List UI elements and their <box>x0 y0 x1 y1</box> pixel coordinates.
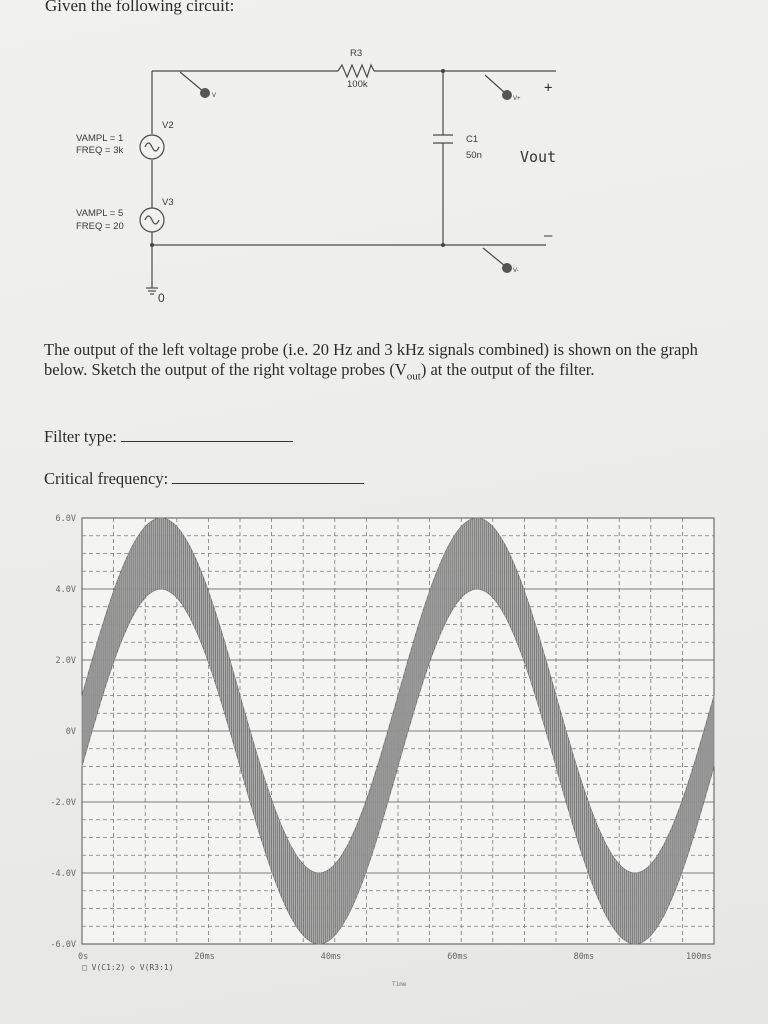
vout-label: Vout <box>520 148 557 166</box>
y-tick-label: -2.0V <box>50 798 76 808</box>
ground-label: 0 <box>158 291 165 305</box>
y-tick-label: 0V <box>65 727 76 737</box>
v3-ampl: VAMPL = 5 <box>76 208 124 219</box>
bottom-probe-label: V- <box>513 268 519 274</box>
minus-sign: – <box>544 228 553 244</box>
left-probe-label: V <box>212 93 217 99</box>
critical-frequency-label: Critical frequency: <box>44 469 169 488</box>
x-tick-label: 20ms <box>194 952 215 962</box>
x-tick-label: 80ms <box>573 952 595 962</box>
y-tick-label: 6.0V <box>55 514 76 524</box>
r3-value: 100k <box>347 79 368 90</box>
x-tick-label: 60ms <box>447 952 468 962</box>
question-heading: Given the following circuit: <box>45 0 235 15</box>
v2-freq: FREQ = 3k <box>76 145 124 156</box>
x-tick-label: 100ms <box>686 952 712 962</box>
x-tick-label: 40ms <box>320 952 342 962</box>
c1-name: C1 <box>466 134 479 145</box>
top-probe-label: V+ <box>513 96 521 102</box>
v3-name: V3 <box>162 197 174 208</box>
y-tick-label: -6.0V <box>50 940 76 950</box>
chart-legend: □ V(C1:2) ◇ V(R3:1) <box>82 963 174 972</box>
question-paragraph: The output of the left voltage probe (i.e. 20 Hz and 3 kHz signals combined) is shown on the graph below. Sketch the output of the right voltage probes $(V_{out})$ at the output of the filter. <box>44 340 698 383</box>
v2-name: V2 <box>162 120 174 131</box>
y-tick-label: 2.0V <box>55 656 76 666</box>
filter-type-label: Filter type: <box>44 427 117 446</box>
y-tick-label: -4.0V <box>50 869 76 879</box>
c1-value: 50n <box>466 150 482 161</box>
r3-name: R3 <box>350 48 363 59</box>
y-tick-label: 4.0V <box>55 585 76 595</box>
x-axis-label: Time <box>392 981 407 988</box>
plus-sign: + <box>544 80 553 96</box>
v3-freq: FREQ = 20 <box>76 221 124 232</box>
x-tick-label: 0s <box>78 952 89 962</box>
v2-ampl: VAMPL = 1 <box>76 133 124 144</box>
